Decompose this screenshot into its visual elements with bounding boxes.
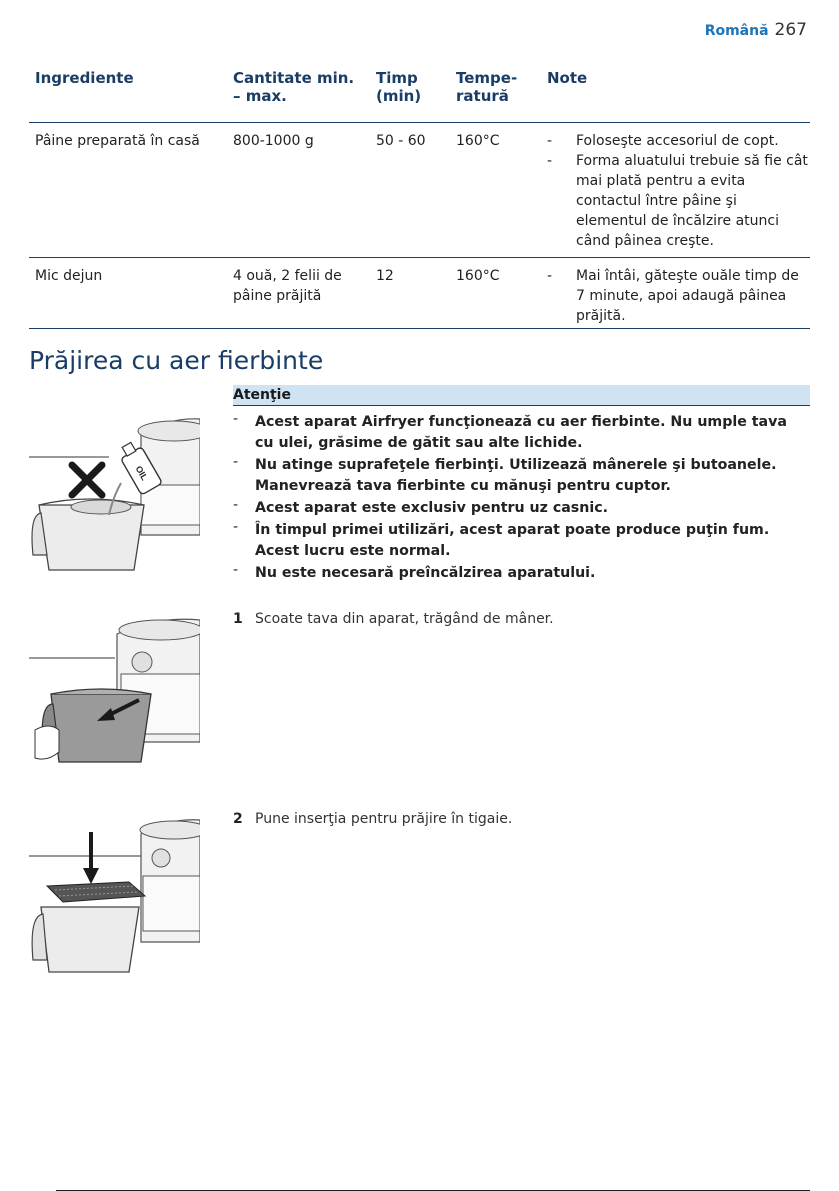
- temperature-cell: 160°C: [456, 133, 500, 149]
- temperature-cell: 160°C: [456, 268, 500, 284]
- column-header-temperature: Tempe- ratură: [456, 69, 518, 105]
- table-row: [29, 258, 810, 329]
- quantity-cell: 800-1000 g: [233, 133, 314, 149]
- caution-text: Acest aparat Airfryer funcţionează cu aer fierbinte. Nu umple tava cu ulei, grăsime de gătit sau alte lichide.: [255, 414, 787, 451]
- caution-item: - Acest aparat Airfryer funcţionează cu aer fierbinte. Nu umple tava cu ulei, grăsime de gătit sau alte lichide.: [233, 411, 787, 451]
- ingredient-cell: Mic dejun: [35, 268, 103, 284]
- prohibited-icon: [72, 465, 102, 495]
- note-item: - Mai întâi, găteşte ouăle timp de 7 minute, apoi adaugă pâinea prăjită.: [547, 268, 799, 324]
- caution-item: - Nu este necesară preîncălzirea aparatului.: [233, 562, 596, 581]
- caution-item: - În timpul primei utilizări, acest aparat poate produce puţin fum. Acest lucru este normal.: [233, 519, 770, 559]
- step-text: Pune inserţia pentru prăjire în tigaie.: [255, 811, 513, 827]
- page-header: [705, 20, 807, 40]
- time-cell: 12: [376, 268, 394, 284]
- notes-cell: [547, 131, 810, 251]
- table-header-row: [29, 68, 810, 123]
- column-header-quantity: Cantitate min. – max.: [233, 69, 355, 105]
- caution-item: - Nu atinge suprafeţele fierbinţi. Utilizează mânerele şi butoanele. Manevrează tava fierbinte cu mănuşi pentru cuptor.: [233, 454, 777, 494]
- oil-label: OIL: [133, 464, 150, 483]
- remove-basket-illustration: [29, 612, 200, 777]
- step-2: [233, 811, 512, 827]
- step-1: [233, 611, 554, 627]
- quantity-cell: 4 ouă, 2 felii de pâine prăjită: [233, 268, 342, 304]
- note-item: - Foloseşte accesoriul de copt.: [547, 133, 779, 149]
- down-arrow-icon: [83, 832, 99, 884]
- caution-label: Atenţie: [233, 385, 810, 406]
- column-header-time: Timp (min): [376, 69, 422, 105]
- caution-text: Nu atinge suprafeţele fierbinţi. Utilizează mânerele şi butoanele. Manevrează tava fierbinte cu mănuşi pentru cuptor.: [255, 457, 777, 494]
- note-item: - Forma aluatului trebuie să fie cât mai plată pentru a evita contactul între pâine şi elementul de încălzire atunci când pâinea creşte.: [547, 153, 808, 249]
- caution-text: Nu este necesară preîncălzirea aparatului.: [255, 565, 596, 581]
- no-oil-illustration: [29, 405, 200, 575]
- page-number: 267: [774, 20, 807, 40]
- caution-text: În timpul primei utilizări, acest aparat poate produce puţin fum. Acest lucru este normal.: [255, 522, 770, 559]
- section-title: Prăjirea cu aer fierbinte: [29, 346, 324, 375]
- table-row: [29, 123, 810, 258]
- cooking-table: [29, 68, 810, 329]
- column-header-notes: Note: [547, 69, 588, 87]
- caution-box: [233, 385, 810, 585]
- step-number: 1: [233, 611, 243, 627]
- ingredient-cell: Pâine preparată în casă: [35, 133, 200, 149]
- time-cell: 50 - 60: [376, 133, 426, 149]
- notes-cell: [547, 266, 810, 326]
- step-text: Scoate tava din aparat, trăgând de mâner.: [255, 611, 554, 627]
- note-text: Mai întâi, găteşte ouăle timp de 7 minute, apoi adaugă pâinea prăjită.: [576, 268, 799, 324]
- language-label: Română: [704, 23, 769, 39]
- step-number: 2: [233, 811, 243, 827]
- caution-text: Acest aparat este exclusiv pentru uz casnic.: [255, 500, 609, 516]
- caution-item: - Acest aparat este exclusiv pentru uz casnic.: [233, 497, 609, 516]
- insert-crisper-plate-illustration: [29, 812, 200, 980]
- note-text: Forma aluatului trebuie să fie cât mai plată pentru a evita contactul între pâine şi elementul de încălzire atunci când pâinea creşte.: [576, 153, 808, 249]
- note-text: Foloseşte accesoriul de copt.: [576, 133, 779, 149]
- column-header-ingredients: Ingrediente: [35, 69, 134, 87]
- caution-list: [233, 412, 810, 584]
